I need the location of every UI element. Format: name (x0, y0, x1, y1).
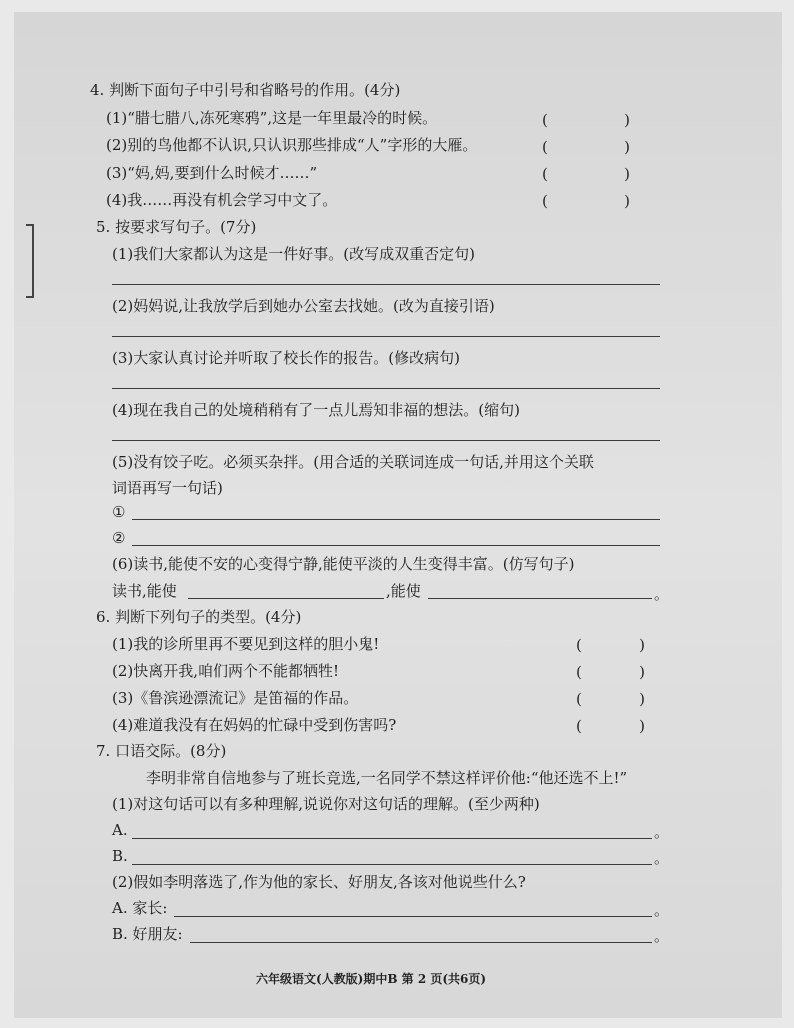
q7-answer-line-friend[interactable] (190, 942, 652, 943)
q4-item-1: (1)“腊七腊八,冻死寒鸦”,这是一年里最冷的时候。 (106, 109, 438, 127)
q7-period-parent: 。 (654, 901, 670, 919)
q5-answer-line-3[interactable] (112, 388, 660, 389)
q5-title: 5. 按要求写句子。(7分) (96, 218, 257, 236)
q4-item-3: (3)“妈,妈,要到什么时候才……” (106, 164, 318, 182)
q4-title: 4. 判断下面句子中引号和省略号的作用。(4分) (90, 81, 401, 99)
q5-answer-line-4[interactable] (112, 440, 660, 441)
exam-page (14, 12, 782, 1018)
q4-answer-3[interactable]: ( ) (542, 165, 630, 183)
q6-item-4: (4)难道我没有在妈妈的忙碌中受到伤害吗? (112, 716, 397, 734)
q5-item-1: (1)我们大家都认为这是一件好事。(改写成双重否定句) (112, 245, 475, 263)
q4-item-2: (2)别的鸟他都不认识,只认识那些排成“人”字形的大雁。 (106, 136, 478, 154)
q7-option-b-label: B. (112, 847, 128, 865)
q4-answer-1[interactable]: ( ) (542, 111, 630, 129)
q7-title: 7. 口语交际。(8分) (96, 742, 227, 760)
q7-passage: 李明非常自信地参与了班长竞选,一名同学不禁这样评价他:“他还选不上!” (146, 769, 628, 787)
q6-answer-2[interactable]: ( ) (576, 663, 645, 681)
page-footer: 六年级语文(人教版)期中B 第 2 页(共6页) (256, 972, 487, 986)
q6-item-3: (3)《鲁滨逊漂流记》是笛福的作品。 (112, 689, 359, 707)
q5-item-4: (4)现在我自己的处境稍稍有了一点儿焉知非福的想法。(缩句) (112, 401, 520, 419)
q7-period-a: 。 (654, 823, 670, 841)
q6-answer-1[interactable]: ( ) (576, 636, 645, 654)
q4-answer-4[interactable]: ( ) (542, 192, 630, 210)
q6-item-2: (2)快离开我,咱们两个不能都牺牲! (112, 662, 340, 680)
circle-number-2: ② (112, 529, 126, 547)
q5-fill-blank-1[interactable] (188, 598, 384, 599)
q5-item-2: (2)妈妈说,让我放学后到她办公室去找她。(改为直接引语) (112, 297, 495, 315)
q5-item-6-fill-middle: ,能使 (386, 582, 421, 600)
q7-option-a-label: A. (112, 821, 128, 839)
q5-answer-line-5a[interactable] (132, 519, 660, 520)
q6-item-1: (1)我的诊所里再不要见到这样的胆小鬼! (112, 635, 380, 653)
q5-item-6: (6)读书,能使不安的心变得宁静,能使平淡的人生变得丰富。(仿写句子) (112, 555, 575, 573)
q7-sub-2: (2)假如李明落选了,作为他的家长、好朋友,各该对他说些什么? (112, 873, 526, 891)
q5-item-5-line2: 词语再写一句话) (112, 479, 223, 497)
q5-fill-blank-2[interactable] (428, 598, 652, 599)
circle-number-1: ① (112, 503, 126, 521)
q7-parent-label: A. 家长: (112, 899, 168, 917)
q5-answer-line-1[interactable] (112, 284, 660, 285)
q7-answer-line-parent[interactable] (174, 916, 652, 917)
q5-answer-line-2[interactable] (112, 336, 660, 337)
q7-period-friend: 。 (654, 927, 670, 945)
q6-answer-4[interactable]: ( ) (576, 717, 645, 735)
q7-friend-label: B. 好朋友: (112, 925, 183, 943)
q5-answer-line-5b[interactable] (132, 545, 660, 546)
q7-sub-1: (1)对这句话可以有多种理解,说说你对这句话的理解。(至少两种) (112, 795, 540, 813)
q4-answer-2[interactable]: ( ) (542, 138, 630, 156)
q5-item-6-period: 。 (654, 585, 670, 603)
q5-item-6-fill-prefix: 读书,能使 (112, 582, 177, 600)
q4-item-4: (4)我……再没有机会学习中文了。 (106, 191, 338, 209)
q6-title: 6. 判断下列句子的类型。(4分) (96, 608, 302, 626)
q5-item-5-line1: (5)没有饺子吃。必须买杂拌。(用合适的关联词连成一句话,并用这个关联 (112, 453, 594, 471)
q7-period-b: 。 (654, 849, 670, 867)
q7-answer-line-b[interactable] (132, 864, 652, 865)
binding-clip (26, 224, 34, 298)
q6-answer-3[interactable]: ( ) (576, 690, 645, 708)
q7-answer-line-a[interactable] (132, 838, 652, 839)
q5-item-3: (3)大家认真讨论并听取了校长作的报告。(修改病句) (112, 349, 460, 367)
